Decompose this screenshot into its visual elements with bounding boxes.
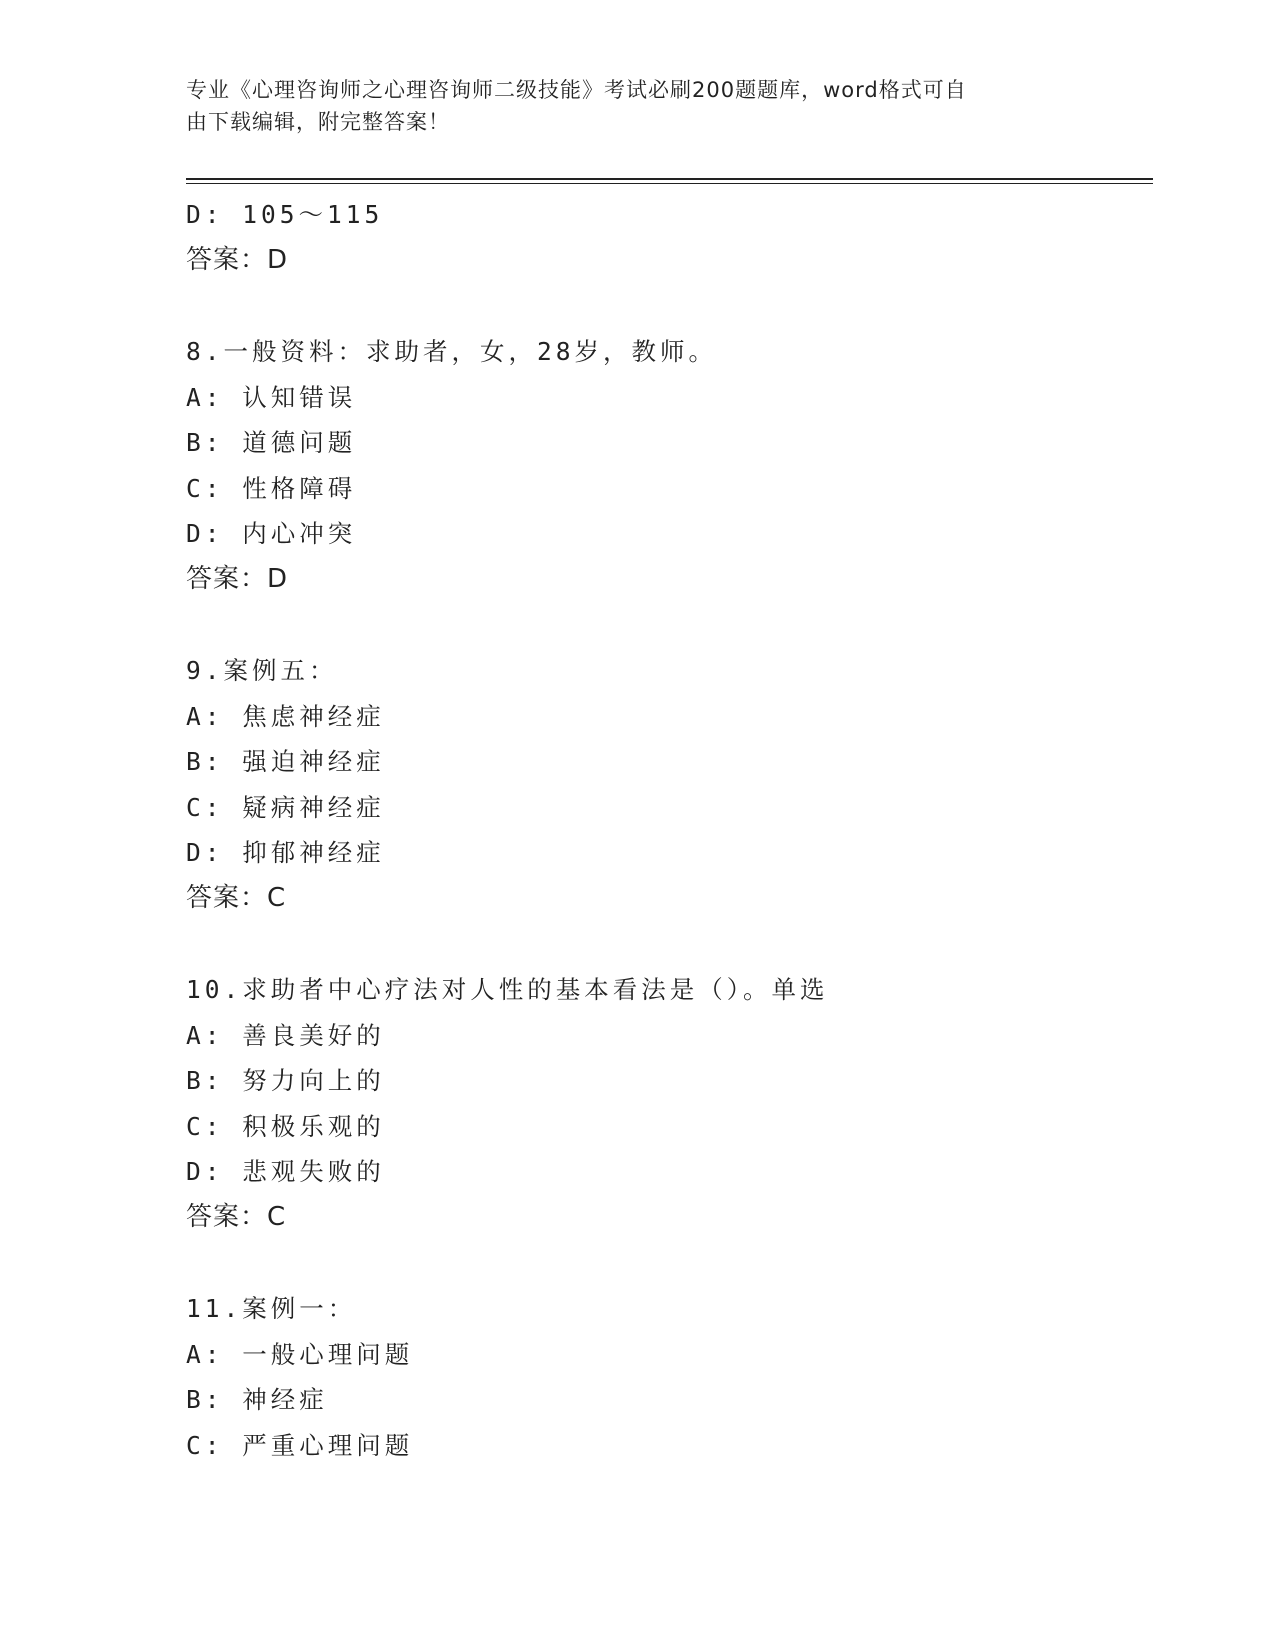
question-block-7-tail bbox=[186, 192, 1136, 283]
question-block-10 bbox=[186, 967, 1136, 1240]
option-d: D: 105～115 bbox=[186, 200, 384, 229]
option-a: A: 焦虑神经症 bbox=[186, 701, 385, 731]
option-b: B: 神经症 bbox=[186, 1385, 328, 1414]
answer-line: 答案：D bbox=[186, 244, 289, 275]
option-a: A: 一般心理问题 bbox=[186, 1339, 414, 1369]
option-b: B: 道德问题 bbox=[186, 428, 357, 457]
answer-line: 答案：C bbox=[186, 1201, 287, 1232]
question-stem: 10.求助者中心疗法对人性的基本看法是（）。单选 bbox=[186, 975, 829, 1004]
option-c: C: 积极乐观的 bbox=[186, 1111, 385, 1141]
option-c: C: 疑病神经症 bbox=[186, 792, 385, 822]
answer-line: 答案：C bbox=[186, 882, 287, 913]
question-list bbox=[186, 192, 1136, 1468]
option-d: D: 内心冲突 bbox=[186, 519, 357, 548]
header-divider-top bbox=[186, 178, 1153, 180]
question-stem: 11.案例一： bbox=[186, 1294, 357, 1323]
question-block-11 bbox=[186, 1286, 1136, 1468]
question-block-9 bbox=[186, 648, 1136, 921]
question-block-8 bbox=[186, 329, 1136, 602]
document-header bbox=[186, 74, 1066, 138]
option-b: B: 努力向上的 bbox=[186, 1066, 385, 1095]
answer-line: 答案：D bbox=[186, 563, 289, 594]
option-c: C: 性格障碍 bbox=[186, 473, 357, 503]
question-stem: 9.案例五： bbox=[186, 656, 338, 685]
question-stem: 8.一般资料：求助者，女，28岁，教师。 bbox=[186, 337, 717, 366]
header-divider-bottom bbox=[186, 183, 1153, 184]
header-line-1: 专业《心理咨询师之心理咨询师二级技能》考试必刷200题题库，word格式可自 bbox=[186, 78, 967, 102]
option-c: C: 严重心理问题 bbox=[186, 1430, 414, 1460]
option-a: A: 善良美好的 bbox=[186, 1020, 385, 1050]
option-a: A: 认知错误 bbox=[186, 382, 357, 412]
option-b: B: 强迫神经症 bbox=[186, 747, 385, 776]
header-line-2: 由下载编辑，附完整答案！ bbox=[186, 110, 450, 134]
option-d: D: 抑郁神经症 bbox=[186, 838, 385, 867]
option-d: D: 悲观失败的 bbox=[186, 1157, 385, 1186]
